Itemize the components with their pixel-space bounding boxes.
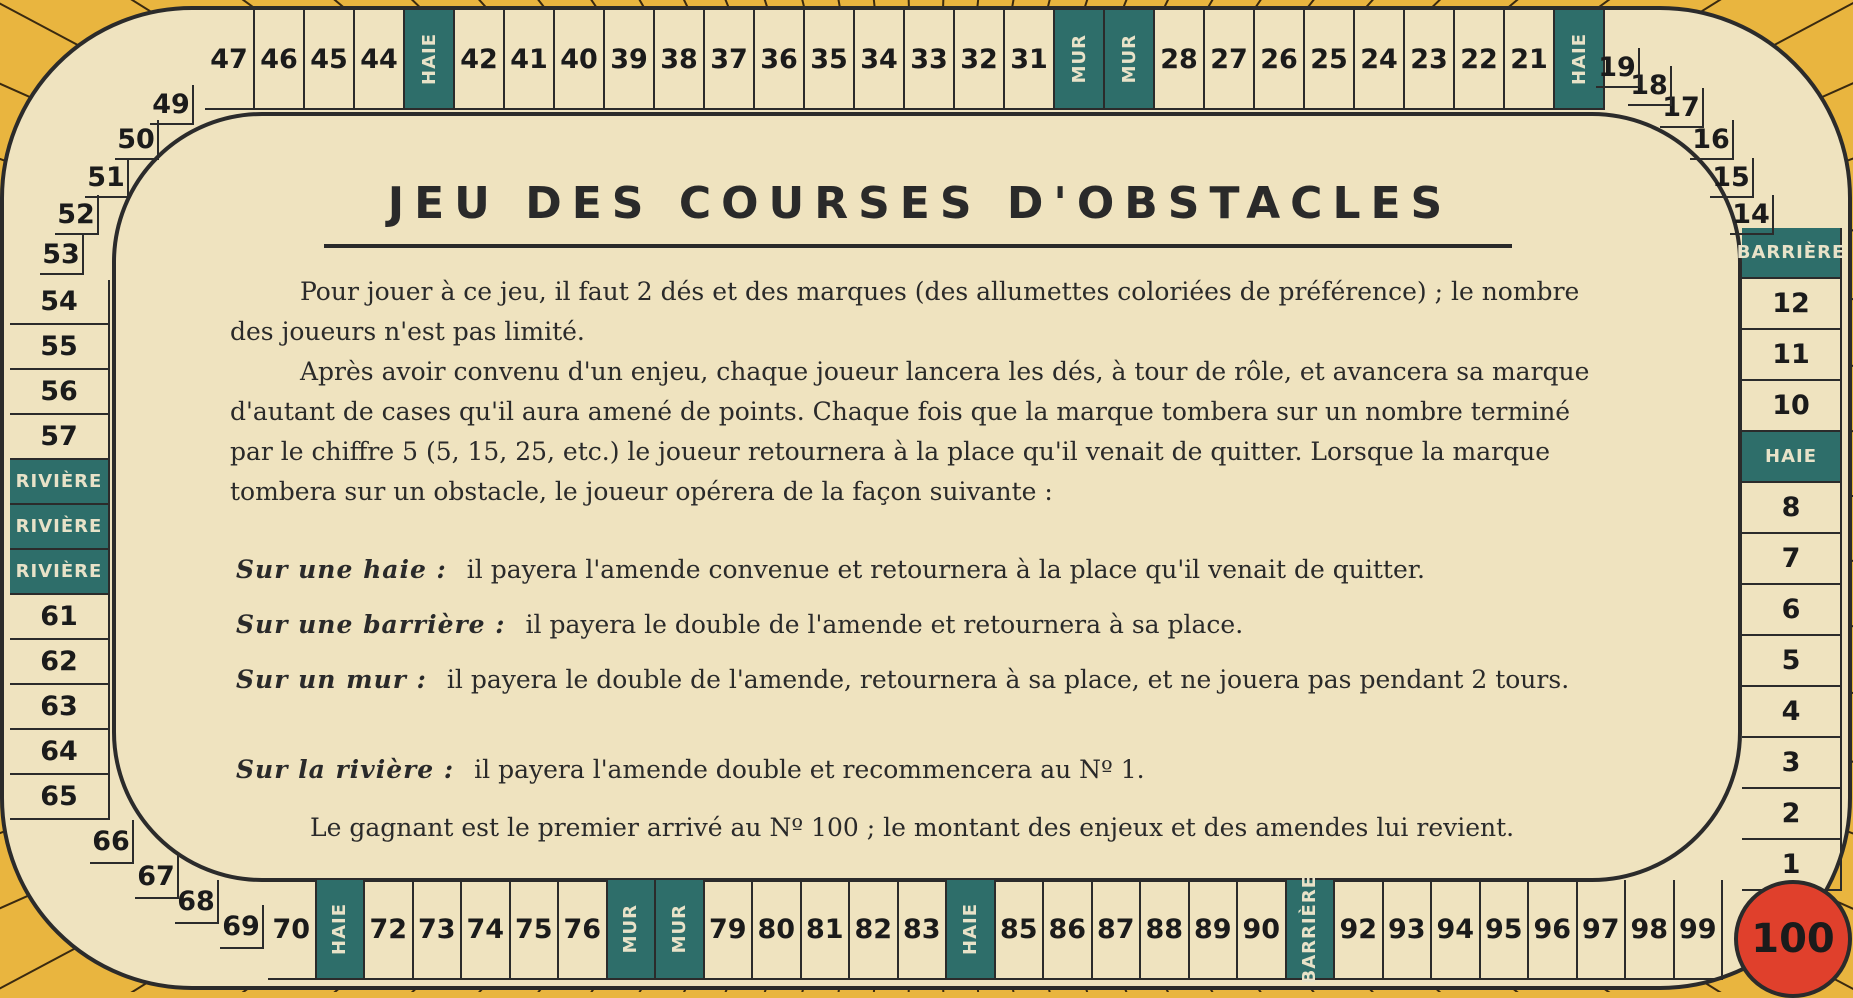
cell-label: 42 [460, 43, 498, 75]
track-cell[interactable] [1432, 880, 1481, 980]
cell-label: 16 [1692, 123, 1730, 155]
cell-label: RIVIÈRE [15, 516, 103, 537]
cell-label: HAIE [1568, 33, 1590, 85]
track-cell[interactable] [555, 10, 605, 110]
game-title: JEU DES COURSES D'OBSTACLES [387, 178, 1453, 229]
track-cell[interactable] [365, 880, 414, 980]
track-cell[interactable] [462, 880, 511, 980]
cell-label: 54 [40, 286, 78, 317]
track-cell[interactable] [1335, 880, 1384, 980]
cell-label: 21 [1510, 43, 1548, 75]
track-cell[interactable] [455, 10, 505, 110]
track-cell[interactable] [899, 880, 948, 980]
track-cell[interactable] [355, 10, 405, 110]
intro-paragraph: Pour jouer à ce jeu, il faut 2 dés et des marques (des allumettes coloriées de préférence) ; le nombre des joueurs n'est pas limité. [230, 277, 1580, 346]
cell-label: 90 [1242, 913, 1281, 945]
track-cell[interactable] [947, 880, 996, 980]
rule-mur-text: il payera le double de l'amende, retournera à sa place, et ne jouera pas pendant 2 tours. [446, 665, 1570, 694]
cell-label: 26 [1260, 43, 1298, 75]
track-cell[interactable] [996, 880, 1045, 980]
cell-label: 86 [1048, 913, 1087, 945]
cell-label: 35 [810, 43, 848, 75]
rule-haie [236, 550, 1616, 590]
track-cell[interactable] [905, 10, 955, 110]
track-cell[interactable] [405, 10, 455, 110]
track-cell[interactable] [1578, 880, 1627, 980]
cell-label: 55 [40, 331, 78, 362]
track-cell[interactable] [559, 880, 608, 980]
track-cell[interactable] [205, 10, 255, 110]
track-cell[interactable] [1384, 880, 1433, 980]
track-cell[interactable] [1190, 880, 1239, 980]
track-cell[interactable] [511, 880, 560, 980]
cell-label: 40 [560, 43, 598, 75]
track-cell[interactable] [55, 195, 99, 235]
cell-label: 92 [1339, 913, 1378, 945]
track-cell[interactable] [1505, 10, 1555, 110]
cell-label: 56 [40, 376, 78, 407]
track-cell[interactable] [1742, 330, 1842, 381]
track-cell[interactable] [1455, 10, 1505, 110]
track-cell[interactable] [220, 905, 264, 949]
cell-label: 8 [1781, 492, 1801, 523]
cell-label: 5 [1781, 645, 1801, 676]
cell-label: 50 [117, 123, 155, 155]
cell-label: 2 [1781, 798, 1801, 829]
cell-label: 53 [42, 238, 80, 270]
track-cell[interactable] [753, 880, 802, 980]
track-cell[interactable] [1481, 880, 1530, 980]
cell-label: 69 [222, 910, 260, 942]
cell-label: 88 [1145, 913, 1184, 945]
cell-label: 6 [1781, 594, 1801, 625]
track-cell[interactable] [175, 880, 219, 924]
cell-label: MUR [668, 904, 690, 954]
cell-label: 41 [510, 43, 548, 75]
track-cell[interactable] [1238, 880, 1287, 980]
cell-label: 19 [1598, 51, 1636, 83]
cell-label: 62 [40, 646, 78, 677]
cell-label: 23 [1410, 43, 1448, 75]
track-cell[interactable] [10, 730, 110, 775]
track-cell[interactable] [150, 85, 194, 125]
cell-label: 46 [260, 43, 298, 75]
track-cell[interactable] [1205, 10, 1255, 110]
cell-label: 93 [1387, 913, 1426, 945]
cell-label: BARRIÈRE [1299, 874, 1321, 984]
track-cell[interactable] [1742, 534, 1842, 585]
cell-label: 32 [960, 43, 998, 75]
cell-label: 94 [1436, 913, 1475, 945]
track-cell[interactable] [10, 685, 110, 730]
track-cell[interactable] [1742, 687, 1842, 738]
track-cell[interactable] [1055, 10, 1105, 110]
track-cell[interactable] [10, 775, 110, 820]
cell-label: 51 [87, 161, 125, 193]
cell-label: 22 [1460, 43, 1498, 75]
track-cell[interactable] [705, 880, 754, 980]
rule-barriere-label: Sur une barrière : [236, 610, 506, 639]
track-cell[interactable] [1105, 10, 1155, 110]
cell-label: 96 [1533, 913, 1572, 945]
rule-barriere [236, 605, 1616, 645]
track-cell[interactable] [1742, 636, 1842, 687]
track-cell[interactable] [1742, 432, 1842, 483]
cell-label: 28 [1160, 43, 1198, 75]
track-cell[interactable] [1287, 874, 1336, 984]
track-cell[interactable] [10, 550, 110, 595]
cell-label: 3 [1781, 747, 1801, 778]
cell-label: MUR [620, 904, 642, 954]
cell-label: 85 [999, 913, 1038, 945]
cell-label: 47 [210, 43, 248, 75]
cell-label: RIVIÈRE [15, 471, 103, 492]
finish-cell-100[interactable]: 100 [1734, 880, 1852, 998]
cell-label: 82 [854, 913, 893, 945]
track-cell[interactable] [1305, 10, 1355, 110]
cell-label: 79 [708, 913, 747, 945]
track-cell[interactable] [317, 880, 366, 980]
cell-label: HAIE [959, 903, 981, 955]
cell-label: 31 [1010, 43, 1048, 75]
track-cell[interactable] [10, 595, 110, 640]
track-cell[interactable] [1742, 789, 1842, 840]
cell-label: MUR [1068, 34, 1090, 84]
cell-label: 39 [610, 43, 648, 75]
track-cell[interactable] [1596, 48, 1640, 88]
track-cell[interactable] [255, 10, 305, 110]
cell-label: 45 [310, 43, 348, 75]
cell-label: HAIE [329, 903, 351, 955]
track-cell[interactable] [1405, 10, 1455, 110]
track-cell[interactable] [1529, 880, 1578, 980]
track-cell[interactable] [1093, 880, 1142, 980]
track-cell[interactable] [705, 10, 755, 110]
cell-label: 10 [1772, 390, 1810, 421]
rule-riviere-text: il payera l'amende double et recommencera au Nº 1. [474, 755, 1145, 784]
cell-label: 34 [860, 43, 898, 75]
track-cell[interactable] [605, 10, 655, 110]
cell-label: 67 [137, 860, 175, 892]
cell-label: 18 [1630, 69, 1668, 101]
track-cell[interactable] [850, 880, 899, 980]
track-cell[interactable] [268, 880, 317, 980]
cell-label: 81 [805, 913, 844, 945]
cell-label: 64 [40, 736, 78, 767]
cell-label: 95 [1484, 913, 1523, 945]
cell-label: 14 [1732, 198, 1770, 230]
cell-label: 52 [57, 198, 95, 230]
track-cell[interactable] [10, 280, 110, 325]
cell-label: 25 [1310, 43, 1348, 75]
cell-label: 89 [1193, 913, 1232, 945]
cell-label: 75 [514, 913, 553, 945]
track-cell[interactable] [90, 820, 134, 864]
cell-label: 74 [466, 913, 505, 945]
cell-label: BARRIÈRE [1736, 242, 1846, 263]
rule-barriere-text: il payera le double de l'amende et retournera à sa place. [525, 610, 1244, 639]
track-cell[interactable] [1155, 10, 1205, 110]
track-cell[interactable] [1626, 880, 1675, 980]
track-cell[interactable] [505, 10, 555, 110]
track-cell[interactable] [855, 10, 905, 110]
track-cell[interactable] [40, 235, 84, 275]
track-cell[interactable] [414, 880, 463, 980]
cell-label: 36 [760, 43, 798, 75]
cell-label: 63 [40, 691, 78, 722]
cell-label: 97 [1581, 913, 1620, 945]
track-cell[interactable] [805, 10, 855, 110]
track-cell[interactable] [1005, 10, 1055, 110]
cell-label: 11 [1772, 339, 1810, 370]
title-underline [324, 244, 1512, 248]
cell-label: 17 [1662, 91, 1700, 123]
track-cell[interactable] [10, 325, 110, 370]
cell-label: 12 [1772, 288, 1810, 319]
track-cell[interactable] [1730, 195, 1774, 235]
cell-label: 66 [92, 825, 130, 857]
conclusion-paragraph: Le gagnant est le premier arrivé au Nº 100 ; le montant des enjeux et des amendes lui revient. [310, 813, 1515, 842]
track-cell[interactable] [1675, 880, 1724, 980]
track-cell[interactable] [10, 460, 110, 505]
cell-label: HAIE [1765, 446, 1817, 467]
cell-label: 15 [1712, 161, 1750, 193]
cell-label: 44 [360, 43, 398, 75]
cell-label: 38 [660, 43, 698, 75]
rule-haie-label: Sur une haie : [236, 555, 447, 584]
track-cell[interactable] [305, 10, 355, 110]
track-cell[interactable] [10, 505, 110, 550]
cell-label: 70 [272, 913, 311, 945]
cell-label: 61 [40, 601, 78, 632]
cell-label: 65 [40, 781, 78, 812]
cell-label: 83 [902, 913, 941, 945]
cell-label: 37 [710, 43, 748, 75]
cell-label: 87 [1096, 913, 1135, 945]
cell-label: 80 [757, 913, 796, 945]
track-cell[interactable] [655, 10, 705, 110]
track-cell[interactable] [135, 855, 179, 899]
cell-label: 27 [1210, 43, 1248, 75]
track-cell[interactable] [1044, 880, 1093, 980]
cell-label: 7 [1781, 543, 1801, 574]
rule-riviere-label: Sur la rivière : [236, 755, 455, 784]
rule-mur [236, 660, 1616, 700]
track-cell[interactable] [1742, 585, 1842, 636]
track-cell[interactable] [755, 10, 805, 110]
cell-label: 73 [417, 913, 456, 945]
rules-paragraph: Après avoir convenu d'un enjeu, chaque joueur lancera les dés, à tour de rôle, et avancera sa marque d'autant de cases qu'il aura amené de points. Chaque fois que la marque tombera sur un nombre terminé par le chiffre 5 (5, 15, 25, etc.) le joueur retournera à la place qu'il venait de quitter. Lorsque la marque tombera sur un obstacle, le joueur opérera de la façon suivante : [230, 357, 1590, 506]
track-cell[interactable] [1355, 10, 1405, 110]
rule-mur-label: Sur un mur : [236, 665, 427, 694]
cell-label: 1 [1781, 849, 1801, 880]
track-cell[interactable] [85, 158, 129, 198]
track-cell[interactable] [1742, 738, 1842, 789]
track-cell[interactable] [1255, 10, 1305, 110]
cell-label: HAIE [418, 33, 440, 85]
track-cell[interactable] [10, 640, 110, 685]
track-cell[interactable] [1742, 279, 1842, 330]
cell-label: 24 [1360, 43, 1398, 75]
track-cell[interactable] [1742, 483, 1842, 534]
rule-riviere [236, 750, 1616, 790]
cell-label: 49 [152, 88, 190, 120]
track-cell[interactable] [1736, 228, 1846, 279]
track-cell[interactable] [1141, 880, 1190, 980]
track-cell[interactable] [10, 370, 110, 415]
cell-label: 98 [1630, 913, 1669, 945]
cell-label: 76 [563, 913, 602, 945]
cell-label: 57 [40, 421, 78, 452]
cell-label: RIVIÈRE [15, 561, 103, 582]
track-cell[interactable] [10, 415, 110, 460]
track-cell[interactable] [1710, 158, 1754, 198]
cell-label: 33 [910, 43, 948, 75]
cell-label: 99 [1678, 913, 1717, 945]
track-cell[interactable] [656, 880, 705, 980]
track-cell[interactable] [608, 880, 657, 980]
track-cell[interactable] [115, 120, 159, 160]
rule-haie-text: il payera l'amende convenue et retournera à la place qu'il venait de quitter. [466, 555, 1425, 584]
cell-label: 4 [1781, 696, 1801, 727]
track-cell[interactable] [955, 10, 1005, 110]
track-cell[interactable] [1742, 381, 1842, 432]
cell-label: 68 [177, 885, 215, 917]
cell-label: MUR [1118, 34, 1140, 84]
cell-label: 72 [369, 913, 408, 945]
track-cell[interactable] [802, 880, 851, 980]
